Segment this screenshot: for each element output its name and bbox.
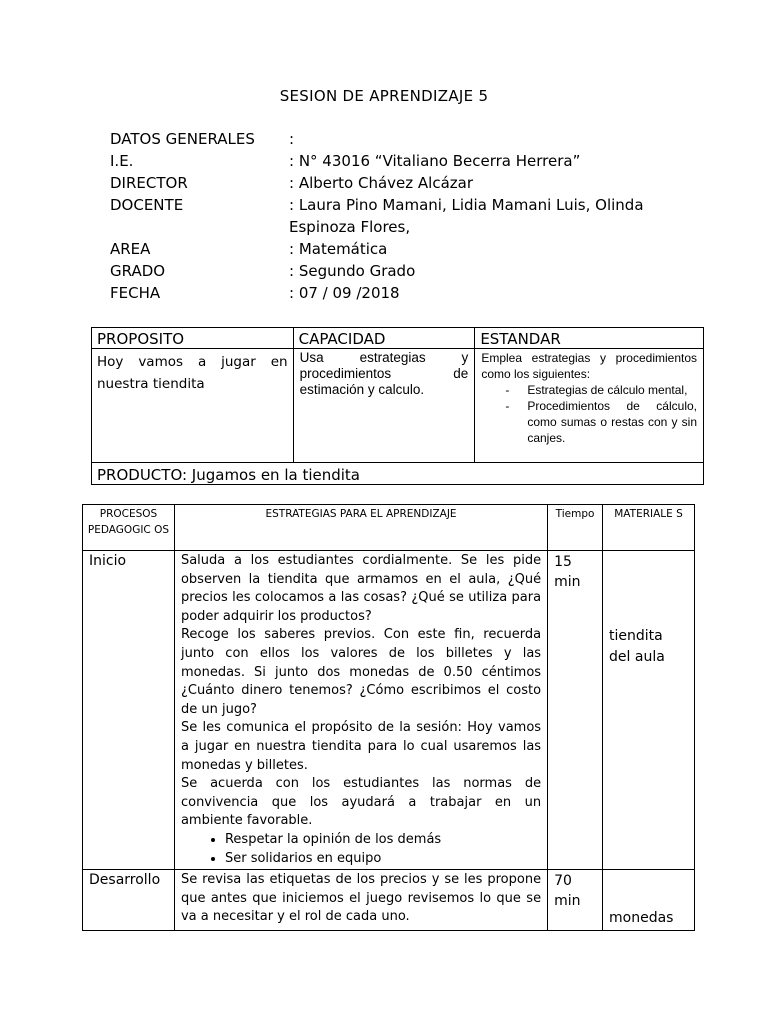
general-value: : Segundo Grado: [289, 262, 416, 280]
header-proposito: PROPOSITO: [92, 328, 294, 349]
phase-desarrollo: Desarrollo: [83, 870, 175, 931]
general-value: :: [289, 130, 295, 148]
header-tiempo: Tiempo: [548, 505, 603, 551]
material-text: tiendita del aula: [609, 628, 665, 665]
general-value: : Laura Pino Mamani, Lidia Mamani Luis, Olinda: [289, 196, 644, 214]
proposito-cell: Hoy vamos a jugar en nuestra tiendita: [92, 349, 294, 463]
general-value: : N° 43016 “Vitaliano Becerra Herrera”: [289, 152, 581, 170]
phase-inicio: Inicio: [83, 551, 175, 870]
general-label: DIRECTOR: [110, 174, 188, 192]
inicio-row: [83, 551, 695, 870]
time-unit: min: [554, 574, 581, 590]
inicio-material: [603, 551, 695, 870]
process-table: [82, 504, 695, 931]
inicio-paragraph: Se acuerda con los estudiantes las normas de convivencia que los ayudará a trabajar en un ambiente favorable.: [180, 776, 542, 829]
general-label: DOCENTE: [110, 196, 184, 214]
process-header-row: [83, 505, 695, 551]
purpose-content-row: [92, 349, 704, 463]
estandar-list: [481, 382, 697, 446]
time-value: 15: [554, 554, 572, 570]
general-label: FECHA: [110, 284, 161, 302]
producto-row: [92, 463, 704, 485]
purpose-header-row: [92, 328, 704, 349]
time-value: 70: [554, 873, 572, 890]
inicio-norms-list: [181, 831, 541, 868]
page-title: SESION DE APRENDIZAJE 5: [279, 87, 489, 105]
inicio-time: [548, 551, 603, 870]
general-value: : Alberto Chávez Alcázar: [289, 174, 474, 192]
header-procesos: PROCESOS PEDAGOGIC OS: [83, 505, 175, 551]
estandar-item: - Procedimientos de cálculo, como sumas o restas con y sin canjes.: [527, 398, 697, 446]
header-capacidad: CAPACIDAD: [293, 328, 475, 349]
header-estandar: ESTANDAR: [475, 328, 704, 349]
general-value: Espinoza Flores,: [289, 218, 411, 236]
time-unit: min: [554, 893, 581, 910]
estandar-item: - Estrategias de cálculo mental,: [527, 382, 697, 398]
estandar-cell: [475, 349, 704, 463]
desarrollo-time: [548, 870, 603, 931]
estandar-intro: Emplea estrategias y procedimientos como los siguientes:: [481, 351, 697, 381]
header-estrategias: ESTRATEGIAS PARA EL APRENDIZAJE: [174, 505, 547, 551]
general-label: GRADO: [110, 262, 166, 280]
desarrollo-paragraph: Se revisa las etiquetas de los precios y se les propone que antes que iniciemos el juego revisemos lo que se va a necesitar y el rol de cada uno.: [180, 872, 542, 925]
inicio-paragraph: Recoge los saberes previos. Con este fin, recuerda junto con ellos los valores de los billetes y las monedas. Si junto dos monedas de 0.50 céntimos ¿Cuánto dinero tenemos? ¿Cómo escribimos el costo de un jugo?: [180, 627, 542, 717]
general-label: I.E.: [110, 152, 134, 170]
desarrollo-row: [83, 870, 695, 931]
header-materiales: MATERIALE S: [603, 505, 695, 551]
general-label: AREA: [110, 240, 151, 258]
capacidad-cell: Usa estrategias y procedimientos de estimación y calculo.: [293, 349, 475, 463]
desarrollo-material: [603, 870, 695, 931]
producto-cell: PRODUCTO: Jugamos en la tiendita: [92, 463, 704, 485]
norm-item: • Ser solidarios en equipo: [225, 850, 541, 869]
general-value: : Matemática: [289, 240, 388, 258]
general-label: DATOS GENERALES: [110, 130, 255, 148]
purpose-table: [91, 327, 704, 485]
material-text: monedas: [609, 910, 674, 927]
norm-item: • Respetar la opinión de los demás: [225, 831, 541, 850]
inicio-strategies: [174, 551, 547, 870]
inicio-paragraph: Saluda a los estudiantes cordialmente. Se les pide observen la tiendita que armamos en el aula, ¿Qué precios les colocamos a las cosas? ¿Qué se utiliza para poder adquirir los productos?: [180, 553, 542, 624]
desarrollo-strategies: [174, 870, 547, 931]
inicio-paragraph: Se les comunica el propósito de la sesión: Hoy vamos a jugar en nuestra tiendita para lo cual usaremos las monedas y billetes.: [180, 720, 542, 773]
general-value: : 07 / 09 /2018: [289, 284, 400, 302]
